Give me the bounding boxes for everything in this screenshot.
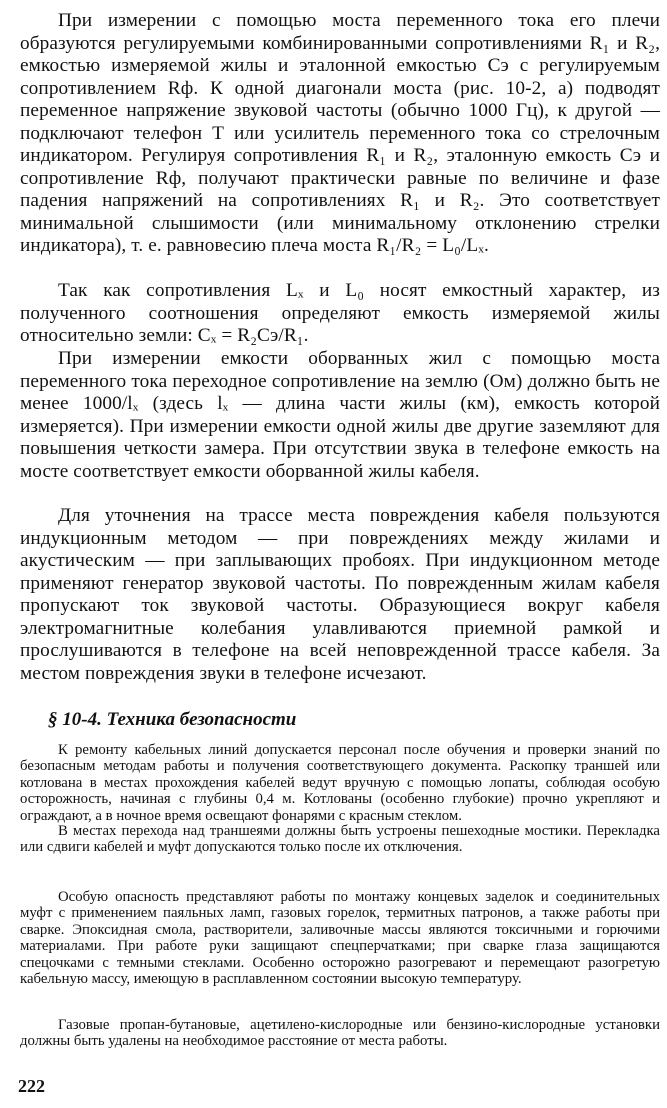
page-number: 222 <box>18 1076 45 1096</box>
section-heading: § 10-4. Техника безопасности <box>48 709 297 730</box>
safety-paragraph-1: К ремонту кабельных линий допускается персонал после обучения и проверки знаний по безопасным методам работы и получения соответствующего документа. Раскопку траншей или котлована в местах прохождения кабелей ведут вручную с помощью лопаты, соблюдая особую осторожность, начиная с глубины 0,4 м. Котлованы (особенно глубокие) прочно укрепляют и ограждают, а в ночное время освещают фонарями с красным стеклом. <box>20 742 660 824</box>
safety-paragraph-2: В местах перехода над траншеями должны быть устроены пешеходные мостики. Перекладка или сдвиги кабелей и муфт допускаются только после их отключения. <box>20 823 660 856</box>
paragraph-induction-method: Для уточнения на трассе места повреждения кабеля пользуются индукционным методом — при повреждениях между жилами и акустическим — при заплывающих пробоях. При индукционном методе применяют генератор звуковой частоты. По поврежденным жилам кабеля пропускают ток звуковой частоты. Образующиеся вокруг кабеля электромагнитные колебания улавливаются приемной рамкой и прослушиваются в телефоне на всей неповрежденной трассе кабеля. За местом повреждения звуки в телефоне исчезают. <box>20 505 660 684</box>
paragraph-broken-cores: При измерении емкости оборванных жил с помощью моста переменного тока переходное сопротивление на землю (Ом) должно быть не менее 1000/lₓ (здесь lₓ — длина части жилы (км), емкость которой измеряется). При измерении емкости одной жилы две другие заземляют для повышения четкости замера. При отсутствии звука в телефоне емкость на мосте соответствует емкости оборванной жилы кабеля. <box>20 348 660 482</box>
safety-paragraph-4: Газовые пропан-бутановые, ацетилено-кислородные или бензино-кислородные установки должны быть удалены на необходимое расстояние от места работы. <box>20 1017 660 1050</box>
safety-paragraph-3: Особую опасность представляют работы по монтажу концевых заделок и соединительных муфт с применением паяльных ламп, газовых горелок, термитных патронов, а также работы при сварке. Эпоксидная смола, растворители, заливочные массы являются токсичными и горючими материалами. При работе руки защищают спецперчатками; при сварке глаза защищаются спецочками с темными стеклами. Особенно осторожно разогревают и перемещают разогретую кабельную массу, имеющую в расплавленном состоянии высокую температуру. <box>20 889 660 988</box>
paragraph-capacitance-formula: Так как сопротивления Lₓ и L₀ носят емкостный характер, из полученного соотношения определяют емкость измеряемой жилы относительно земли: Cₓ = R₂Cэ/R₁. <box>20 280 660 346</box>
paragraph-bridge-measurement: При измерении с помощью моста переменного тока его плечи образуются регулируемыми комбинированными сопротивлениями R₁ и R₂, емкостью измеряемой жилы и эталонной емкостью Cэ с регулируемым сопротивлением Rф. К одной диагонали моста (рис. 10-2, а) подводят переменное напряжение звуковой частоты (обычно 1000 Гц), к другой — подключают телефон Т или усилитель переменного тока со стрелочным индикатором. Регулируя сопротивления R₁ и R₂, эталонную емкость Cэ и сопротивление Rф, получают практически равные по величине и фазе падения напряжений на сопротивлениях R₁ и R₂. Это соответствует минимальной слышимости (или минимальному отклонению стрелки индикатора), т. е. равновесию плеча моста R₁/R₂ = L₀/Lₓ. <box>20 10 660 256</box>
